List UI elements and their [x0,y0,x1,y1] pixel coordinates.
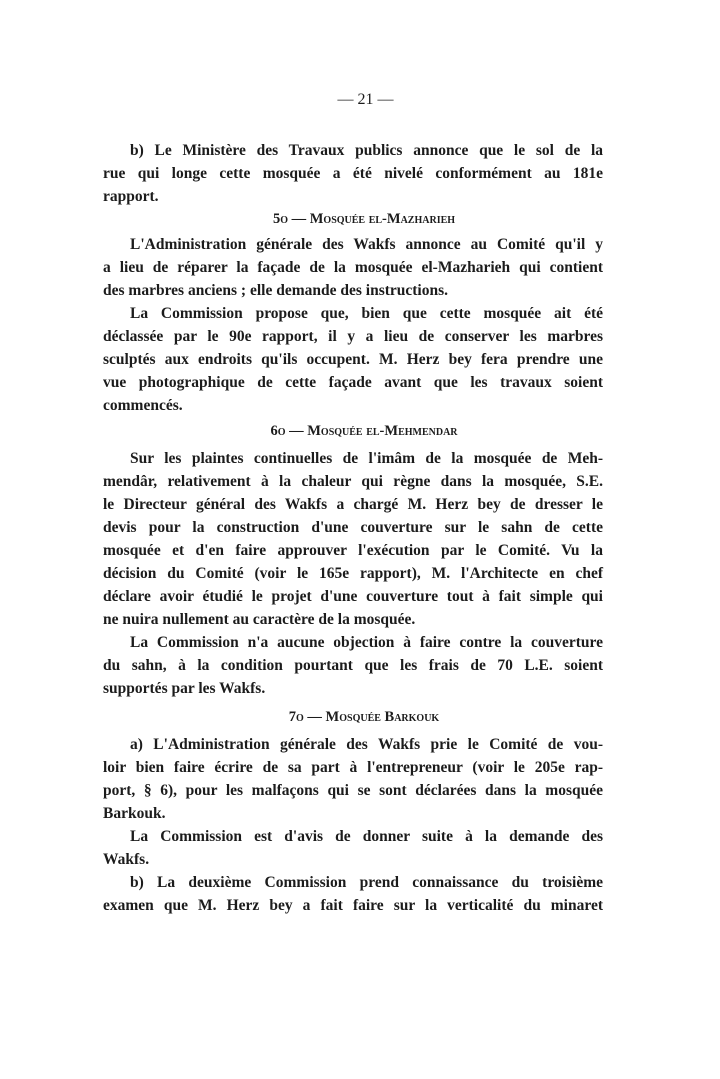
text-line: du sahn, à la condition pourtant que les frais de 70 L.E. soient [103,657,603,674]
text-line: Wakfs. [103,851,150,868]
section-heading: 5o — Mosquée el-Mazharieh [272,211,456,227]
text-line: Barkouk. [103,805,166,822]
text-line: vue photographique de cette façade avant que les travaux soient [103,374,603,391]
paragraph [103,233,603,302]
section-heading: 7o — Mosquée Barkouk [288,709,440,725]
paragraph [103,631,603,700]
text-line: commencés. [103,397,183,414]
paragraph [103,871,603,917]
text-line: décision du Comité (voir le 165e rapport), M. l'Architecte en chef [103,565,603,582]
page-number: — 21 — [337,91,394,108]
paragraph [103,139,603,208]
text-line: Sur les plaintes continuelles de l'imâm de la mosquée de Meh- [130,450,603,467]
text-line: déclare avoir étudié le projet d'une couverture tout à fait simple qui [103,588,603,605]
document-page [103,88,603,917]
text-line: examen que M. Herz bey a fait faire sur la verticalité du minaret [103,897,603,914]
text-line: L'Administration générale des Wakfs annonce au Comité qu'il y [130,236,603,253]
text-line: rapport. [103,188,159,205]
paragraph [103,302,603,417]
text-line: des marbres anciens ; elle demande des instructions. [103,282,449,299]
text-line: La Commission propose que, bien que cette mosquée ait été [130,305,603,322]
paragraph [103,825,603,871]
text-line: a lieu de réparer la façade de la mosquée el-Mazharieh qui contient [103,259,603,276]
text-line: port, § 6), pour les malfaçons qui se sont déclarées dans la mosquée [103,782,603,799]
text-line: b) La deuxième Commission prend connaissance du troisième [130,874,603,891]
text-line: loir bien faire écrire de sa part à l'entrepreneur (voir le 205e rap- [103,759,603,776]
text-line: a) L'Administration générale des Wakfs prie le Comité de vou- [130,736,603,753]
text-line: sculptés aux endroits qu'ils occupent. M. Herz bey fera prendre une [103,351,603,368]
section-heading: 6o — Mosquée el-Mehmendar [270,423,458,439]
text-line: La Commission n'a aucune objection à faire contre la couverture [130,634,603,651]
text-line: La Commission est d'avis de donner suite à la demande des [130,828,603,845]
text-line: supportés par les Wakfs. [103,680,266,697]
text-line: déclassée par le 90e rapport, il y a lieu de conserver les marbres [103,328,603,345]
paragraph [103,733,603,825]
text-line: ne nuira nullement au caractère de la mosquée. [103,611,416,628]
paragraph [103,447,603,631]
text-line: rue qui longe cette mosquée a été nivelé conformément au 181e [103,165,603,182]
text-line: devis pour la construction d'une couverture sur le sahn de cette [103,519,603,536]
text-line: b) Le Ministère des Travaux publics annonce que le sol de la [130,142,603,159]
text-line: le Directeur général des Wakfs a chargé M. Herz bey de dresser le [103,496,603,513]
text-line: mosquée et d'en faire approuver l'exécution par le Comité. Vu la [103,542,603,559]
document-body [103,139,603,917]
text-line: mendâr, relativement à la chaleur qui règne dans la mosquée, S.E. [103,473,603,490]
